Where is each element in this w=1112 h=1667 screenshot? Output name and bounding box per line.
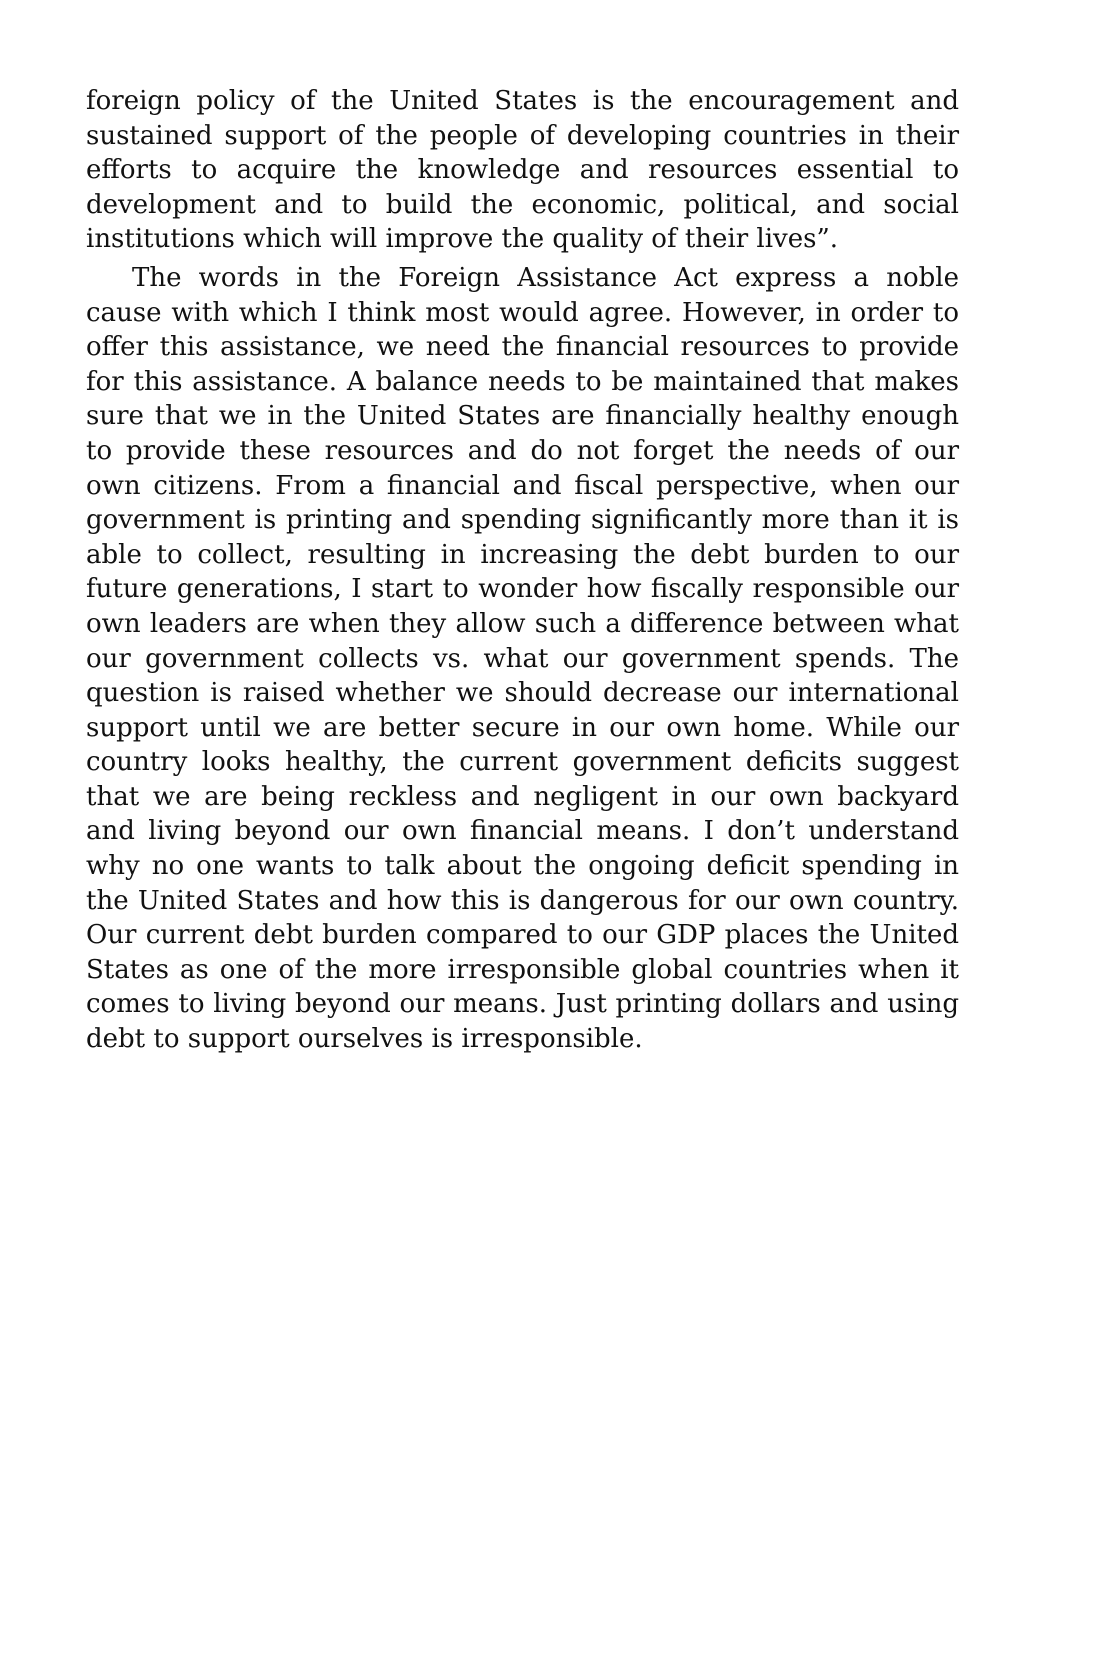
paragraph-foreign-assistance-act: The words in the Foreign Assistance Act express a noble cause with which I think most would agree. However, in order to offer this assistance, we need the financial resources to provide for this assistance. A balance needs to be maintained that makes sure that we in the United States are financially healthy enough to provide these resources and do not forget the needs of our own citizens. From a financial and fiscal perspective, when our government is printing and spending significantly more than it is able to collect, resulting in increasing the debt burden to our future generations, I start to wonder how fiscally responsible our own leaders are when they allow such a difference between what our government collects vs. what our government spends. The question is raised whether we should decrease our international support until we are better secure in our own home. While our country looks healthy, the current government deficits suggest that we are being reckless and negligent in our own backyard and living beyond our own financial means. I don’t understand why no one wants to talk about the ongoing deficit spending in the United States and how this is dangerous for our own country. Our current debt burden compared to our GDP places the United States as one of the more irresponsible global countries when it comes to living beyond our means. Just printing dollars and using debt to support ourselves is irresponsible. — [86, 262, 959, 1055]
paragraph-quote-continuation: foreign policy of the United States is the encouragement and sustained support of the people of developing countries in their efforts to acquire the knowledge and resources essential to development and to build the economic, political, and social institutions which will improve the quality of their lives”. — [86, 86, 959, 255]
document-page — [86, 84, 959, 1061]
